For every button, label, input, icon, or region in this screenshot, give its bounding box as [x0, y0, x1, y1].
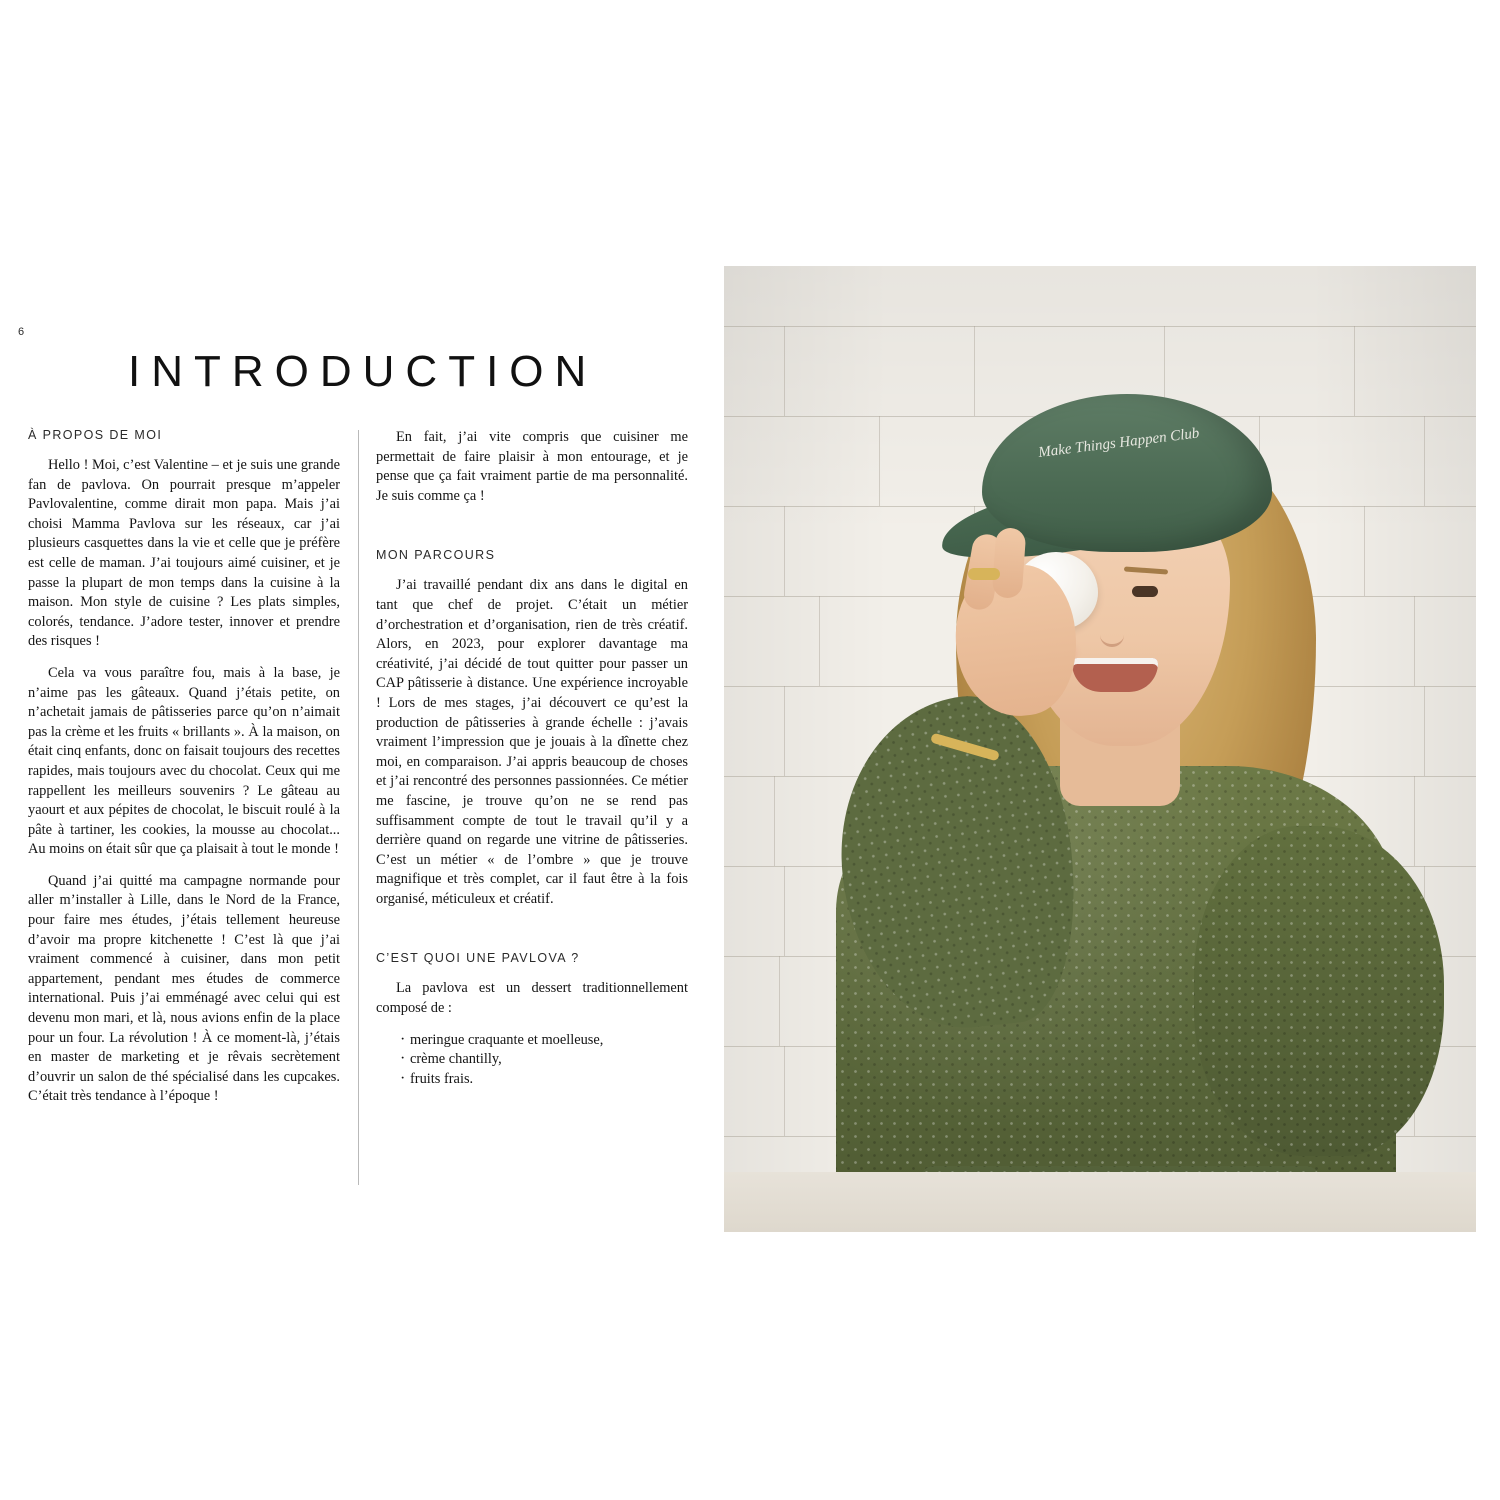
section-heading-pavlova: C’EST QUOI UNE PAVLOVA ?	[376, 951, 580, 966]
cap-embroidery-text: Make Things Happen Club	[1037, 425, 1201, 462]
ring	[968, 568, 1000, 580]
sleeve-right	[1194, 826, 1444, 1156]
list-item: · fruits frais.	[400, 1070, 688, 1090]
paragraph: J’ai travaillé pendant dix ans dans le digital en tant que chef de projet. C’était un métier d’orchestration et d’organisation, rien de très créatif. Alors, en 2023, pour explorer davantage ma créativité, j’ai décidé de tout quitter pour passer un CAP pâtisserie à distance. Une expérience incroyable ! Lors de mes stages, j’ai découvert ce qu’est la production de pâtisseries à grande échelle : j’avais vraiment l’impression que je jouais à la dînette chez moi, en comparaison. J’ai appris beaucoup de choses et j’ai rencontré des personnes passionnées. Ce métier me fascine, je trouve qu’on ne se rend pas suffisamment compte de tout le travail qu’il y a derrière quand on regarde une vitrine de pâtisseries. C’est un métier « de l’ombre » que je trouve magnifique et très complet, car il faut être à la fois organisé, méticuleux et créatif.	[376, 577, 688, 907]
paragraph: Quand j’ai quitté ma campagne normande pour aller m’installer à Lille, dans le Nord de la France, pour faire mes études, j’étais tellement heureuse d’avoir ma propre kitchenette ! C’est là que j’ai vraiment commencé à cuisiner, dans mon petit appartement, pendant mes études de commerce international. Puis j’ai emménagé avec celui qui est devenu mon mari, et là, nous avions enfin de la place pour un four. La révolution ! À ce moment-là, j’étais en master de marketing et je rêvais secrètement d’ouvrir un salon de thé spécialisé dans les cupcakes. C’était très tendance à l’époque !	[28, 872, 340, 1105]
column-divider	[358, 430, 359, 1185]
section-heading-about: À PROPOS DE MOI	[28, 428, 163, 442]
left-text-column	[28, 428, 340, 1119]
list-item: · meringue craquante et moelleuse,	[400, 1031, 688, 1051]
paragraph: Hello ! Moi, c’est Valentine – et je suis une grande fan de pavlova. On pourrait presque m’appeler Pavlovalentine, comme dirait mon papa. Mais j’ai choisi Mamma Pavlova sur les réseaux, car j’ai plusieurs casquettes dans la vie et celle que je préfère est celle de maman. J’ai toujours aimé cuisiner, et je passe la plupart de mon temps dans la cuisine à la maison. Mon style de cuisine ? Les plats simples, colorés, tendance. J’adore tester, innover et prendre des risques !	[28, 457, 340, 650]
section-heading-career: MON PARCOURS	[376, 548, 496, 563]
author-photo	[724, 266, 1476, 1232]
page-number: 6	[18, 326, 25, 338]
pavlova-ingredient-list	[376, 1031, 688, 1090]
page-title: INTRODUCTION	[128, 347, 598, 397]
text-columns	[28, 428, 688, 1208]
right-text-column	[376, 428, 688, 1089]
eye-open	[1132, 586, 1158, 597]
paragraph: La pavlova est un dessert traditionnellement composé de :	[376, 980, 688, 1017]
list-item: · crème chantilly,	[400, 1050, 688, 1070]
paragraph: Cela va vous paraître fou, mais à la base, je n’aime pas les gâteaux. Quand j’étais petite, on n’achetait jamais de pâtisseries parce qu’on n’aimait pas la crème et les fruits « brillants ». À la maison, on était cinq enfants, donc on faisait toujours des recettes rapides, mais toujours avec du chocolat. Ceux qui me rappellent les meilleurs souvenirs ? Le gâteau au yaourt et aux pépites de chocolat, le biscuit roulé à la pâte à tartiner, les cookies, la mousse au chocolat... Au moins on était sûr que ça plaisait à tout le monde !	[28, 664, 340, 858]
person-figure	[724, 266, 1476, 1232]
floor	[724, 1172, 1476, 1232]
nose	[1100, 618, 1124, 647]
smiling-mouth	[1072, 658, 1158, 692]
paragraph: En fait, j’ai vite compris que cuisiner me permettait de faire plaisir à mon entourage, et je pense que ça fait vraiment partie de ma personnalité. Je suis comme ça !	[376, 429, 688, 504]
